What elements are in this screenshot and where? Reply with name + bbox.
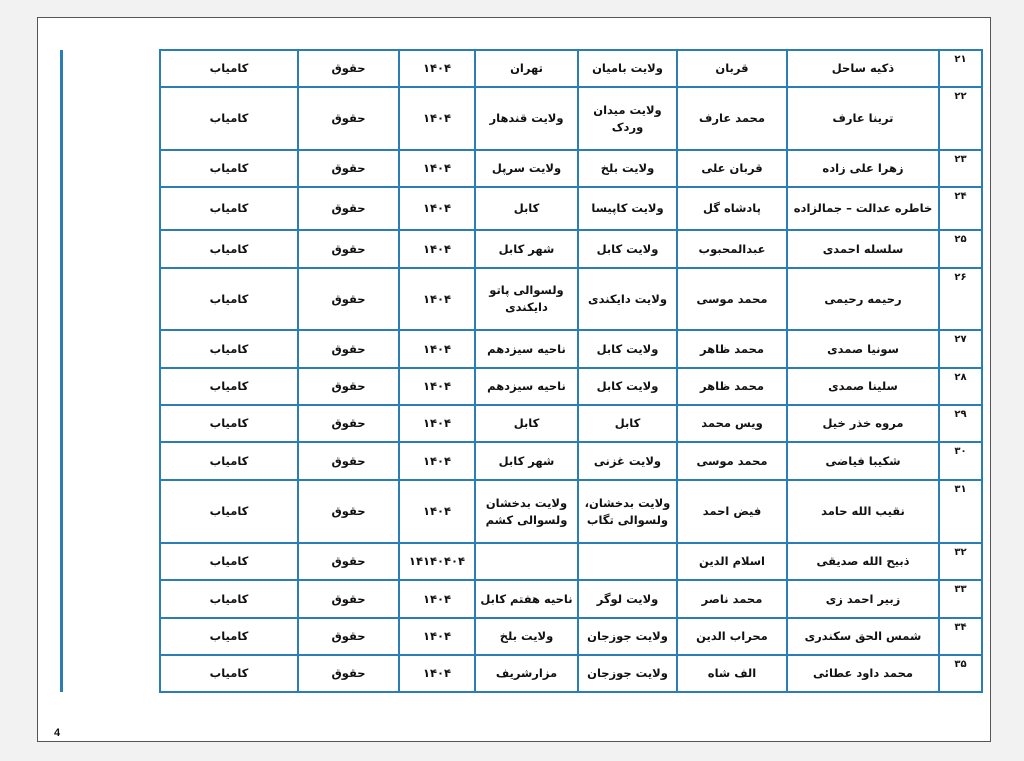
student-name-cell: رحیمه رحیمی — [787, 268, 939, 330]
birthplace-cell: ولایت جوزجان — [578, 655, 677, 692]
birthplace-cell: کابل — [578, 405, 677, 442]
student-name-cell: سلینا صمدی — [787, 368, 939, 405]
father-name-cell: عبدالمحبوب — [677, 230, 787, 268]
student-name-cell: ذبیح الله صدیقی — [787, 543, 939, 580]
faculty-cell: حقوق — [298, 655, 399, 692]
father-name-cell: محمد ظاهر — [677, 330, 787, 368]
father-name-cell: محمد ناصر — [677, 580, 787, 618]
birthplace-cell: ولایت میدان وردک — [578, 87, 677, 150]
birthplace-cell: ولایت غزنی — [578, 442, 677, 480]
faculty-cell: حقوق — [298, 150, 399, 187]
year-cell: ۱۴۰۴ — [399, 580, 475, 618]
row-number-cell: ۳۵ — [939, 655, 982, 692]
faculty-cell: حقوق — [298, 330, 399, 368]
row-number-cell: ۲۴ — [939, 187, 982, 230]
table-row — [160, 655, 982, 692]
father-name-cell: ویس محمد — [677, 405, 787, 442]
result-cell: کامیاب — [160, 618, 298, 655]
year-cell: ۱۴۰۴ — [399, 87, 475, 150]
row-number-cell: ۲۸ — [939, 368, 982, 405]
faculty-cell: حقوق — [298, 87, 399, 150]
birthplace-cell: ولایت دایکندی — [578, 268, 677, 330]
student-name-cell: مروه خذر خیل — [787, 405, 939, 442]
faculty-cell: حقوق — [298, 268, 399, 330]
result-cell: کامیاب — [160, 230, 298, 268]
row-number-cell: ۲۵ — [939, 230, 982, 268]
student-name-cell: سونیا صمدی — [787, 330, 939, 368]
year-cell: ۱۴۰۴ — [399, 368, 475, 405]
result-cell: کامیاب — [160, 480, 298, 543]
year-cell: ۱۴۰۴ — [399, 618, 475, 655]
result-cell: کامیاب — [160, 150, 298, 187]
student-name-cell: نقیب الله حامد — [787, 480, 939, 543]
student-name-cell: سلسله احمدی — [787, 230, 939, 268]
year-cell: ۱۴۰۴ — [399, 187, 475, 230]
father-name-cell: محمد موسی — [677, 442, 787, 480]
row-number-cell: ۳۴ — [939, 618, 982, 655]
year-cell: ۱۴۰۴ — [399, 50, 475, 87]
year-cell: ۱۴۱۴۰۴۰۴ — [399, 543, 475, 580]
faculty-cell: حقوق — [298, 543, 399, 580]
faculty-cell: حقوق — [298, 368, 399, 405]
father-name-cell: محمد موسی — [677, 268, 787, 330]
table-row — [160, 480, 982, 543]
table-row — [160, 87, 982, 150]
row-number-cell: ۳۱ — [939, 480, 982, 543]
father-name-cell: اسلام الدین — [677, 543, 787, 580]
birthplace-cell: ولایت لوگر — [578, 580, 677, 618]
faculty-cell: حقوق — [298, 442, 399, 480]
birthplace-cell: ولایت کابل — [578, 368, 677, 405]
birthplace-cell: ولایت کاپیسا — [578, 187, 677, 230]
student-name-cell: شمس الحق سکندری — [787, 618, 939, 655]
table-row — [160, 268, 982, 330]
row-number-cell: ۳۲ — [939, 543, 982, 580]
row-number-cell: ۲۶ — [939, 268, 982, 330]
table-row — [160, 442, 982, 480]
residence-cell: ناحیه هفتم کابل — [475, 580, 578, 618]
student-name-cell: خاطره عدالت – جمالزاده — [787, 187, 939, 230]
residence-cell — [475, 543, 578, 580]
year-cell: ۱۴۰۴ — [399, 655, 475, 692]
result-cell: کامیاب — [160, 405, 298, 442]
father-name-cell: الف شاه — [677, 655, 787, 692]
father-name-cell: محراب الدین — [677, 618, 787, 655]
row-number-cell: ۲۲ — [939, 87, 982, 150]
table-row — [160, 50, 982, 87]
residence-cell: مزارشریف — [475, 655, 578, 692]
birthplace-cell: ولایت بدخشان، ولسوالی تگاب — [578, 480, 677, 543]
table-row — [160, 580, 982, 618]
table-row — [160, 618, 982, 655]
father-name-cell: محمد ظاهر — [677, 368, 787, 405]
result-cell: کامیاب — [160, 87, 298, 150]
page-number: 4 — [54, 727, 61, 739]
result-cell: کامیاب — [160, 330, 298, 368]
faculty-cell: حقوق — [298, 618, 399, 655]
birthplace-cell: ولایت کابل — [578, 230, 677, 268]
student-name-cell: زبیر احمد زی — [787, 580, 939, 618]
year-cell: ۱۴۰۴ — [399, 150, 475, 187]
residence-cell: ناحیه سیزدهم — [475, 330, 578, 368]
faculty-cell: حقوق — [298, 230, 399, 268]
year-cell: ۱۴۰۴ — [399, 330, 475, 368]
residence-cell: شهر کابل — [475, 230, 578, 268]
residence-cell: ناحیه سیزدهم — [475, 368, 578, 405]
result-cell: کامیاب — [160, 442, 298, 480]
row-number-cell: ۲۳ — [939, 150, 982, 187]
year-cell: ۱۴۰۴ — [399, 405, 475, 442]
result-cell: کامیاب — [160, 543, 298, 580]
faculty-cell: حقوق — [298, 405, 399, 442]
result-cell: کامیاب — [160, 580, 298, 618]
row-number-cell: ۲۱ — [939, 50, 982, 87]
row-number-cell: ۳۰ — [939, 442, 982, 480]
birthplace-cell: ولایت جوزجان — [578, 618, 677, 655]
student-name-cell: شکیبا فیاضی — [787, 442, 939, 480]
row-number-cell: ۲۹ — [939, 405, 982, 442]
faculty-cell: حقوق — [298, 187, 399, 230]
residence-cell: تهران — [475, 50, 578, 87]
table-row — [160, 330, 982, 368]
year-cell: ۱۴۰۴ — [399, 230, 475, 268]
year-cell: ۱۴۰۴ — [399, 480, 475, 543]
table-row — [160, 543, 982, 580]
table-row — [160, 405, 982, 442]
student-name-cell: ذکیه ساحل — [787, 50, 939, 87]
birthplace-cell — [578, 543, 677, 580]
residence-cell: ولایت بلخ — [475, 618, 578, 655]
table-row — [160, 368, 982, 405]
year-cell: ۱۴۰۴ — [399, 268, 475, 330]
result-cell: کامیاب — [160, 50, 298, 87]
left-margin-rule — [60, 50, 63, 692]
result-cell: کامیاب — [160, 187, 298, 230]
residence-cell: کابل — [475, 187, 578, 230]
student-results-table — [159, 49, 983, 693]
residence-cell: ولایت قندهار — [475, 87, 578, 150]
student-name-cell: ترینا عارف — [787, 87, 939, 150]
father-name-cell: پادشاه گل — [677, 187, 787, 230]
birthplace-cell: ولایت بامیان — [578, 50, 677, 87]
student-name-cell: محمد داود عطائی — [787, 655, 939, 692]
table-row — [160, 230, 982, 268]
father-name-cell: قربان — [677, 50, 787, 87]
result-cell: کامیاب — [160, 368, 298, 405]
father-name-cell: فیض احمد — [677, 480, 787, 543]
residence-cell: کابل — [475, 405, 578, 442]
result-cell: کامیاب — [160, 655, 298, 692]
father-name-cell: محمد عارف — [677, 87, 787, 150]
residence-cell: ولایت سرپل — [475, 150, 578, 187]
residence-cell: شهر کابل — [475, 442, 578, 480]
birthplace-cell: ولایت بلخ — [578, 150, 677, 187]
row-number-cell: ۳۳ — [939, 580, 982, 618]
table-row — [160, 187, 982, 230]
faculty-cell: حقوق — [298, 480, 399, 543]
row-number-cell: ۲۷ — [939, 330, 982, 368]
faculty-cell: حقوق — [298, 50, 399, 87]
table-row — [160, 150, 982, 187]
residence-cell: ولسوالی پاتو دایکندی — [475, 268, 578, 330]
student-name-cell: زهرا علی زاده — [787, 150, 939, 187]
birthplace-cell: ولایت کابل — [578, 330, 677, 368]
residence-cell: ولایت بدخشان ولسوالی کشم — [475, 480, 578, 543]
faculty-cell: حقوق — [298, 580, 399, 618]
year-cell: ۱۴۰۴ — [399, 442, 475, 480]
result-cell: کامیاب — [160, 268, 298, 330]
father-name-cell: قربان علی — [677, 150, 787, 187]
